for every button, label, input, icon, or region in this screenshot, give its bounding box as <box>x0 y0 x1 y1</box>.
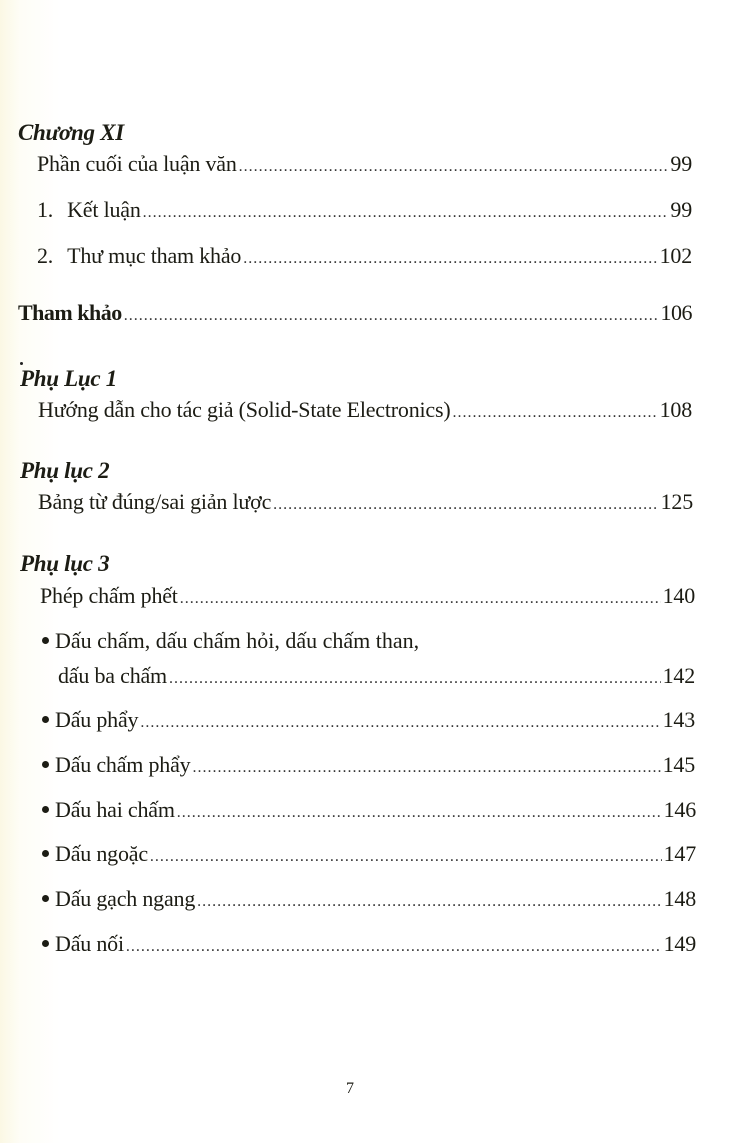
toc-bullet-semicolon[interactable] <box>42 752 695 782</box>
entry-label <box>42 841 148 867</box>
toc-entry-author-guide[interactable] <box>38 397 692 427</box>
entry-label: Phép chấm phết <box>40 583 178 608</box>
entry-page: 149 <box>663 931 696 956</box>
toc-bullet-parentheses[interactable] <box>42 841 696 871</box>
entry-page: 142 <box>662 663 695 688</box>
entry-page: 106 <box>660 300 692 325</box>
toc-entry-word-table[interactable] <box>38 489 693 519</box>
dot-leader <box>169 670 661 688</box>
entry-text: Thư mục tham khảo <box>67 243 242 268</box>
entry-label: Tham khảo <box>18 300 122 325</box>
entry-page: 140 <box>662 583 695 608</box>
dot-leader <box>143 204 669 222</box>
dot-leader <box>126 938 662 956</box>
entry-page: 148 <box>663 886 696 911</box>
dot-leader <box>177 804 662 822</box>
dot-leader <box>273 496 658 514</box>
entry-label <box>37 197 141 223</box>
entry-text: Dấu hai chấm <box>55 797 175 822</box>
bullet-icon <box>42 637 49 644</box>
dot-leader <box>140 714 660 732</box>
entry-label <box>42 707 138 733</box>
entry-label: Hướng dẫn cho tác giả (Solid-State Electronics) <box>38 397 451 422</box>
toc-entry-references[interactable] <box>18 300 692 330</box>
entry-label: Phần cuối của luận văn <box>37 151 237 176</box>
entry-label: dấu ba chấm <box>58 663 167 688</box>
entry-text: Dấu phẩy <box>55 707 139 732</box>
entry-page: 146 <box>663 797 696 822</box>
dot-leader <box>452 404 657 422</box>
dot-leader <box>243 250 657 268</box>
entry-label <box>37 243 241 269</box>
entry-page: 99 <box>670 197 692 222</box>
dot-leader <box>239 158 669 176</box>
dot-leader <box>192 759 660 777</box>
entry-text: Dấu nối <box>55 931 124 956</box>
entry-number: 2. <box>37 243 54 268</box>
toc-bullet-dash[interactable] <box>42 886 696 916</box>
entry-text: Dấu chấm phẩy <box>55 752 191 777</box>
toc-bullet-hyphen[interactable] <box>42 931 696 961</box>
entry-page: 145 <box>662 752 695 777</box>
dot-leader <box>124 307 659 325</box>
scan-speck <box>20 362 23 365</box>
entry-label <box>42 797 175 823</box>
toc-entry-punctuation[interactable] <box>40 583 695 613</box>
entry-page: 147 <box>663 841 696 866</box>
toc-bullet-period-line2[interactable] <box>58 663 695 693</box>
entry-label <box>42 752 190 778</box>
toc-bullet-colon[interactable] <box>42 797 696 827</box>
page-number: 7 <box>346 1080 354 1097</box>
bullet-icon <box>42 761 49 768</box>
appendix-2-heading: Phụ lục 2 <box>20 458 110 483</box>
entry-number: 1. <box>37 197 54 222</box>
entry-page: 99 <box>670 151 692 176</box>
toc-bullet-period-line1[interactable] <box>42 628 419 654</box>
appendix-1-heading: Phụ Lục 1 <box>20 366 117 391</box>
bullet-icon <box>42 850 49 857</box>
entry-text: Dấu gạch ngang <box>55 886 196 911</box>
dot-leader <box>150 848 662 866</box>
entry-label <box>42 886 195 912</box>
entry-page: 108 <box>659 397 692 422</box>
appendix-3-heading: Phụ lục 3 <box>20 551 110 576</box>
dot-leader <box>180 590 661 608</box>
entry-page: 143 <box>662 707 695 732</box>
toc-bullet-comma[interactable] <box>42 707 695 737</box>
toc-entry-thesis-end[interactable] <box>37 151 692 181</box>
entry-text: Kết luận <box>67 197 141 222</box>
entry-label: Dấu chấm, dấu chấm hỏi, dấu chấm than, <box>55 628 420 653</box>
bullet-icon <box>42 940 49 947</box>
toc-entry-bibliography[interactable] <box>37 243 692 273</box>
entry-text: Dấu ngoặc <box>55 841 148 866</box>
entry-label: Bảng từ đúng/sai giản lược <box>38 489 272 514</box>
bullet-icon <box>42 806 49 813</box>
entry-page: 102 <box>659 243 692 268</box>
dot-leader <box>197 893 661 911</box>
bullet-icon <box>42 895 49 902</box>
bullet-icon <box>42 716 49 723</box>
entry-label <box>42 931 124 957</box>
chapter-xi-heading: Chương XI <box>18 120 124 145</box>
entry-page: 125 <box>660 489 693 514</box>
toc-entry-conclusion[interactable] <box>37 197 692 227</box>
